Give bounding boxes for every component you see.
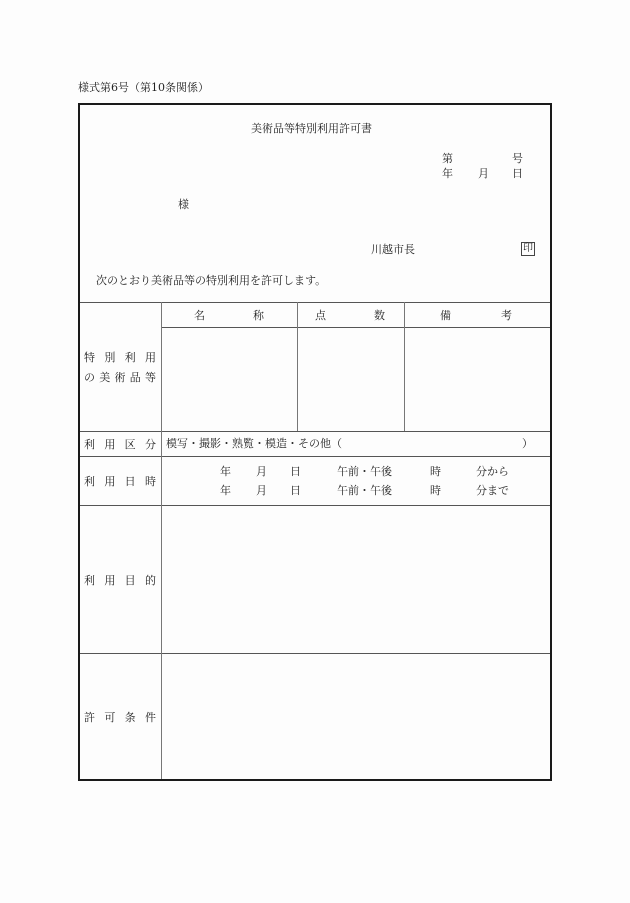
start-hour: 時	[430, 465, 441, 478]
purpose-label	[80, 506, 160, 653]
start-day: 日	[290, 465, 301, 478]
items-label	[80, 302, 160, 431]
char: 目	[124, 573, 136, 587]
char: 術	[114, 370, 126, 384]
item-remarks-field[interactable]	[405, 328, 550, 431]
document-title: 美術品等特別利用許可書	[251, 122, 372, 135]
char: 的	[144, 573, 156, 587]
item-count-field[interactable]	[298, 328, 404, 431]
column-header-count	[315, 303, 385, 327]
conditions-field[interactable]	[162, 654, 550, 779]
end-ampm[interactable]: 午前・午後	[337, 484, 392, 497]
char: の	[84, 370, 95, 384]
start-ampm[interactable]: 午前・午後	[337, 465, 392, 478]
char: 等	[145, 370, 156, 384]
char: 美	[99, 370, 111, 384]
char: 許	[84, 710, 95, 724]
char: 用	[104, 438, 116, 451]
char: 数	[374, 309, 385, 322]
char: 利	[124, 350, 136, 364]
start-minute: 分から	[476, 465, 509, 478]
form-number: 様式第6号（第10条関係）	[78, 81, 209, 94]
char: 可	[104, 710, 116, 724]
column-header-remarks	[440, 303, 512, 327]
purpose-field[interactable]	[162, 506, 550, 653]
char: 用	[144, 350, 156, 364]
permit-statement: 次のとおり美術品等の特別利用を許可します。	[96, 274, 327, 287]
end-month: 月	[256, 484, 267, 497]
usage-datetime-label	[80, 457, 160, 505]
item-name-field[interactable]	[162, 328, 297, 431]
column-header-name	[194, 303, 264, 327]
usage-type-label	[80, 432, 160, 456]
char: 用	[104, 573, 116, 587]
issue-month: 月	[478, 167, 489, 180]
usage-type-options[interactable]: 模写・撮影・熟覧・模造・その他（	[166, 437, 342, 450]
start-month: 月	[256, 465, 267, 478]
end-hour: 時	[430, 484, 441, 497]
char: 点	[315, 309, 326, 322]
end-year: 年	[220, 484, 231, 497]
issuer-name: 川越市長	[371, 243, 415, 256]
char: 日	[124, 475, 136, 488]
char: 利	[84, 475, 95, 488]
char: 分	[144, 438, 156, 451]
issue-day: 日	[512, 167, 523, 180]
issue-year: 年	[442, 167, 453, 180]
char: 条	[124, 710, 136, 724]
start-year: 年	[220, 465, 231, 478]
addressee-suffix: 様	[178, 198, 189, 211]
end-day: 日	[290, 484, 301, 497]
char: 区	[124, 438, 136, 451]
char: 考	[501, 309, 512, 322]
char: 件	[144, 710, 156, 724]
conditions-label	[80, 654, 160, 779]
char: 利	[84, 438, 95, 451]
char: 別	[104, 350, 116, 364]
number-prefix: 第	[442, 152, 453, 165]
number-suffix: 号	[512, 152, 523, 165]
seal-mark: 印	[523, 243, 533, 254]
end-minute: 分まで	[476, 484, 509, 497]
char: 名	[194, 309, 205, 322]
char: 特	[84, 350, 95, 364]
char: 利	[84, 573, 95, 587]
char: 品	[129, 370, 141, 384]
usage-type-close-paren: ）	[522, 437, 533, 450]
char: 時	[144, 475, 156, 488]
char: 称	[253, 309, 264, 322]
char: 備	[440, 309, 451, 322]
char: 用	[104, 475, 116, 488]
